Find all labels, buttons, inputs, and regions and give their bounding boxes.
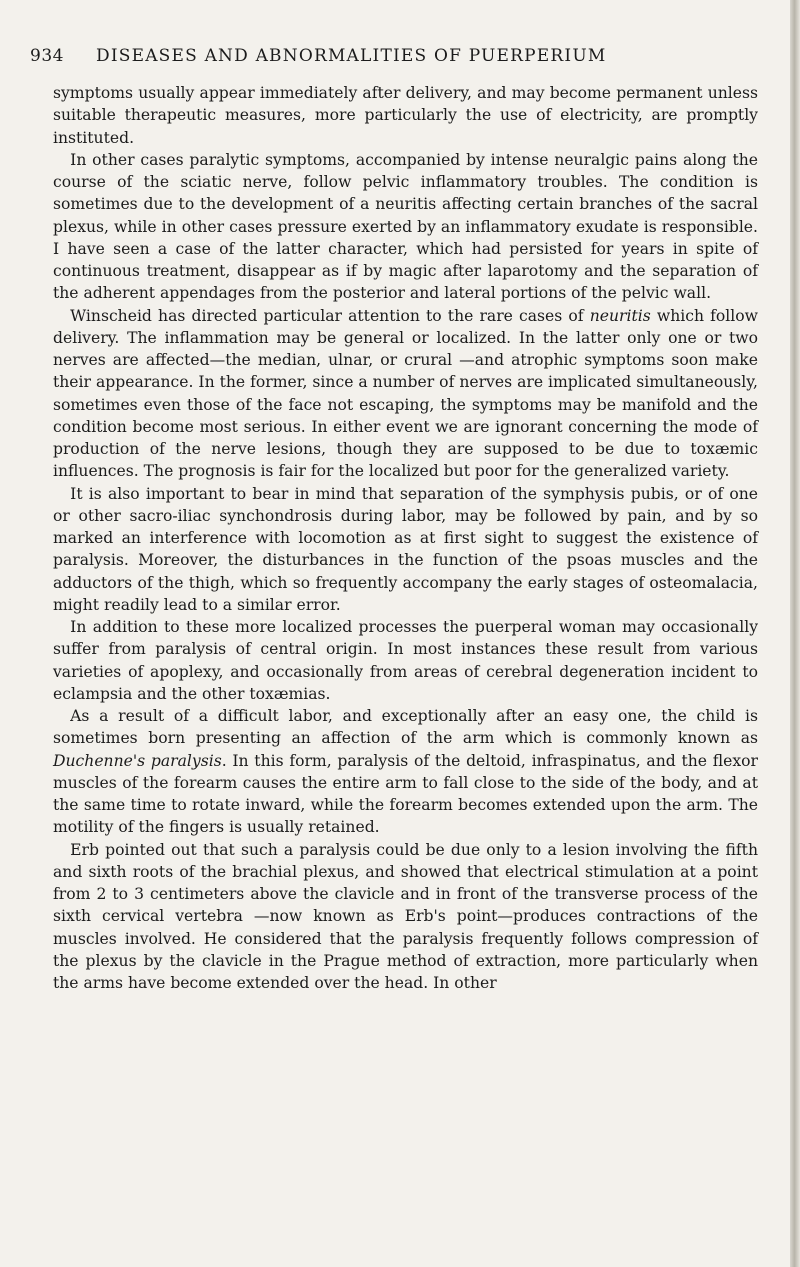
paragraph bbox=[53, 305, 758, 483]
text-run: which follow delivery. The inflammation may be general or localized. In the latter only one or two nerves are affected—the median, ulnar, or crural —and atrophic symptoms soon make their appearance. In the former, since a number of nerves are implicated simultaneously, sometimes even those of the face not escaping, the symptoms may be manifold and the condition become most serious. In either event we are ignorant concerning the mode of production of the nerve lesions, though they are supposed to be due to toxæmic influences. The prognosis is fair for the localized but poor for the generalized variety. bbox=[53, 306, 758, 481]
page-number: 934 bbox=[30, 46, 64, 66]
text-run: In other cases paralytic symptoms, accompanied by intense neuralgic pains along the course of the sciatic nerve, follow pelvic inflammatory troubles. The condition is sometimes due to the development of a neuritis affecting certain branches of the sacral plexus, while in other cases pressure exerted by an inflammatory exudate is responsible. I have seen a case of the latter character, which had persisted for years in spite of continuous treatment, disappear as if by magic after laparotomy and the separation of the adherent appendages from the posterior and lateral portions of the pelvic wall. bbox=[53, 150, 758, 303]
italic-term: Duchenne's paralysis bbox=[53, 751, 222, 770]
paragraph bbox=[53, 149, 758, 305]
page-header bbox=[30, 46, 780, 74]
text-run: In addition to these more localized processes the puerperal woman may occasionally suffer from paralysis of central origin. In most instances these result from various varieties of apoplexy, and occasionally from areas of cerebral degeneration incident to eclampsia and the other toxæmias. bbox=[53, 618, 758, 703]
body-text bbox=[53, 82, 758, 994]
text-run: Winscheid has directed particular attention to the rare cases of bbox=[70, 306, 590, 325]
italic-term: neuritis bbox=[589, 306, 651, 325]
running-head-title: DISEASES AND ABNORMALITIES OF PUERPERIUM bbox=[96, 46, 607, 66]
text-run: As a result of a difficult labor, and exceptionally after an easy one, the child is sometimes born presenting an affection of the arm which is commonly known as bbox=[53, 707, 758, 748]
text-run: symptoms usually appear immediately after delivery, and may become permanent unless suitable therapeutic measures, more particularly the use of electricity, are promptly instituted. bbox=[53, 84, 758, 147]
text-run: It is also important to bear in mind that separation of the symphysis pubis, or of one or other sacro-iliac synchondrosis during labor, may be followed by pain, and by so marked an interference with locomotion as at first sight to suggest the existence of paralysis. Moreover, the disturbances in the function of the psoas muscles and the adductors of the thigh, which so frequently accompany the early stages of osteomalacia, might readily lead to a similar error. bbox=[53, 484, 758, 614]
paragraph bbox=[53, 839, 758, 995]
paragraph bbox=[53, 616, 758, 705]
paragraph bbox=[53, 705, 758, 839]
paragraph bbox=[53, 483, 758, 617]
page-edge-shadow bbox=[790, 0, 800, 1267]
text-run: . In this form, paralysis of the deltoid, infraspinatus, and the flexor muscles of the forearm causes the entire arm to fall close to the side of the body, and at the same time to rotate inward, while the forearm becomes extended upon the arm. The motility of the fingers is usually retained. bbox=[53, 751, 758, 837]
text-run: Erb pointed out that such a paralysis could be due only to a lesion involving the fifth and sixth roots of the brachial plexus, and showed that electrical stimulation at a point from 2 to 3 centimeters above the clavicle and in front of the transverse process of the sixth cervical vertebra —now known as Erb's point—produces contractions of the muscles involved. He considered that the paralysis frequently follows compression of the plexus by the clavicle in the Prague method of extraction, more particularly when the arms have become extended over the head. In other bbox=[53, 840, 758, 992]
paragraph bbox=[53, 82, 758, 149]
